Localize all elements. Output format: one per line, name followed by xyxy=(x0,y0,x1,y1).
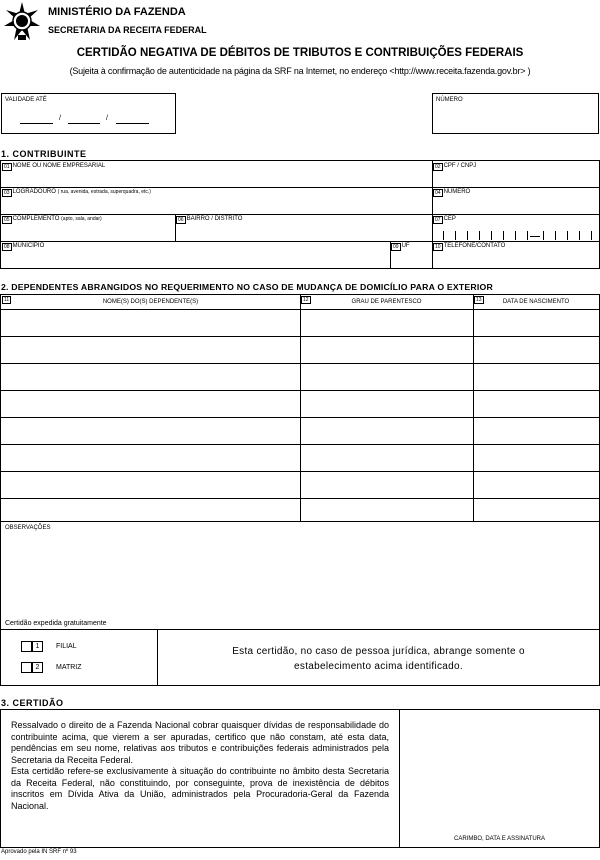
validity-date-field[interactable]: / / xyxy=(20,114,150,124)
col-dependent-name: NOME(S) DO(S) DEPENDENTE(S) xyxy=(102,299,199,305)
matriz-label: MATRIZ xyxy=(56,664,82,671)
field-06[interactable]: 06 BAIRRO / DISTRITO xyxy=(178,216,243,223)
field-05[interactable]: 05 COMPLEMENTO (apto, sala, andar) xyxy=(4,216,102,223)
field-02[interactable]: 02 CPF / CNPJ xyxy=(435,163,477,170)
observations-box[interactable] xyxy=(0,521,600,630)
scope-note: Esta certidão, no caso de pessoa jurídica, abrange somente o estabelecimento acima identificado. xyxy=(232,646,525,672)
certificate-paragraph-2: Esta certidão refere-se exclusivamente à situação do contribuinte no âmbito desta Secretaria da Receita Federal, não constituindo, por conseguinte, prova de inexistência de débitos inscritos em Dívida Ativa da União, administrados pela Procuradoria-Geral da Fazenda Nacional. xyxy=(11,766,389,811)
ministry-name: MINISTÉRIO DA FAZENDA xyxy=(48,6,186,18)
filial-label: FILIAL xyxy=(56,643,77,650)
validity-label: VALIDADE ATÉ xyxy=(5,97,47,103)
certificate-box xyxy=(0,709,600,848)
col-relationship: GRAU DE PARENTESCO xyxy=(351,299,422,305)
table-row[interactable] xyxy=(1,337,599,363)
observations-label: OBSERVAÇÕES xyxy=(5,525,51,531)
col-birthdate: DATA DE NASCIMENTO xyxy=(502,299,570,305)
table-row[interactable] xyxy=(1,364,599,390)
table-row[interactable] xyxy=(1,391,599,417)
dependents-table xyxy=(0,294,600,522)
table-row[interactable] xyxy=(1,418,599,444)
certificate-text xyxy=(11,720,389,812)
col-11-num: 11 xyxy=(4,297,10,303)
secretariat-name: SECRETARIA DA RECEITA FEDERAL xyxy=(48,25,207,35)
branch-box: 1 FILIAL 2 MATRIZ Esta certidão, no caso de pessoa jurídica, abrange somente o estabelecimento acima identificado. xyxy=(0,629,600,686)
field-03[interactable]: 03 LOGRADOURO ( rua, avenida, estrada, superquadra, etc.) xyxy=(4,189,151,196)
field-10[interactable]: 10 TELEFONE/CONTATO xyxy=(435,243,506,250)
approval-note: Aprovado pela IN SRF nº 93 xyxy=(1,849,77,855)
table-row[interactable] xyxy=(1,445,599,471)
numero-box[interactable] xyxy=(432,93,599,134)
field-09[interactable]: 09 UF xyxy=(393,243,410,250)
validity-box xyxy=(1,93,176,134)
stamp-signature-label[interactable]: CARIMBO, DATA E ASSINATURA xyxy=(453,836,546,842)
field-08[interactable]: 08 MUNICÍPIO xyxy=(4,243,45,250)
certificate-paragraph-1: Ressalvado o direito de a Fazenda Nacional cobrar quaisquer dívidas de responsabilidade do contribuinte acima, que vierem a ser apuradas, certifico que não constam, até esta data, pendências em seu nome, relativas aos tributos e contribuições federais administrados pela Secretaria da Receita Federal. xyxy=(11,720,389,765)
document-title: CERTIDÃO NEGATIVA DE DÉBITOS DE TRIBUTOS E CONTRIBUIÇÕES FEDERAIS xyxy=(76,47,524,59)
numero-label: NÚMERO xyxy=(436,97,463,103)
table-row[interactable] xyxy=(1,310,599,336)
section1-form xyxy=(0,160,600,269)
field-01[interactable]: 01 NOME OU NOME EMPRESARIAL xyxy=(4,163,106,170)
coat-of-arms-emblem xyxy=(2,2,42,42)
col-12-num: 12 xyxy=(303,297,309,303)
field-07[interactable]: 07 CEP xyxy=(435,216,456,223)
field-04[interactable]: 04 NÚMERO xyxy=(435,189,471,196)
table-row[interactable] xyxy=(1,472,599,498)
free-issue-note: Certidão expedida gratuitamente xyxy=(5,620,107,627)
section3-title: 3. CERTIDÃO xyxy=(1,698,64,708)
cep-digit-boxes[interactable] xyxy=(433,227,599,241)
section2-title: 2. DEPENDENTES ABRANGIDOS NO REQUERIMENTO NO CASO DE MUDANÇA DE DOMICÍLIO PARA O EXTERIOR xyxy=(1,282,493,292)
section1-title: 1. CONTRIBUINTE xyxy=(1,149,87,159)
col-13-num: 13 xyxy=(476,297,482,303)
document-subtitle: (Sujeita à confirmação de autenticidade na página da SRF na Internet, no endereço <http://www.receita.fazenda.gov.br> ) xyxy=(69,66,531,76)
table-row[interactable] xyxy=(1,499,599,521)
